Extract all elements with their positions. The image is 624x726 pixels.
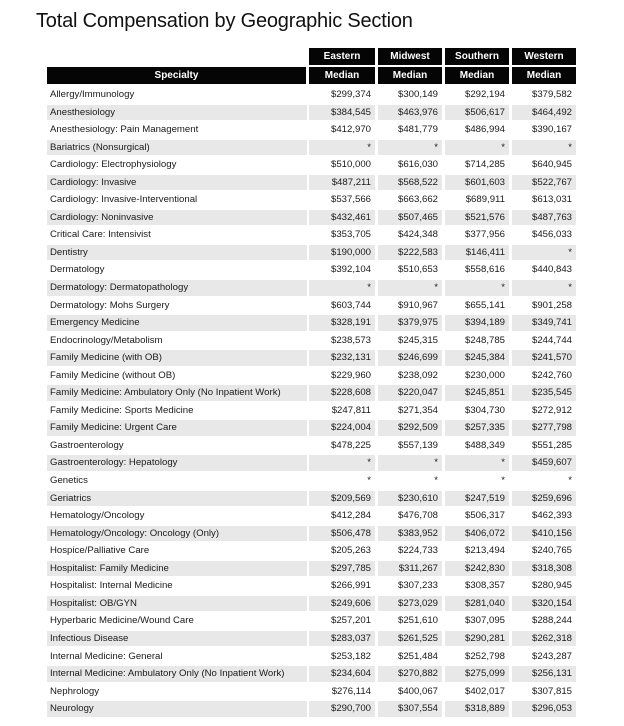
specialty-cell: Hyperbaric Medicine/Wound Care	[50, 615, 194, 627]
specialty-cell: Anesthesiology: Pain Management	[50, 124, 199, 136]
specialty-cell: Gastroenterology: Hepatology	[47, 455, 307, 471]
table-row	[44, 86, 584, 104]
specialty-cell: Emergency Medicine	[47, 315, 307, 331]
specialty-cell: Family Medicine (with OB)	[47, 350, 307, 366]
median-midwest-cell: $292,509	[378, 420, 442, 436]
specialty-cell: Hospitalist: OB/GYN	[47, 596, 307, 612]
specialty-cell: Cardiology: Invasive-Interventional	[50, 194, 198, 206]
median-western-cell: $410,156	[512, 526, 576, 542]
specialty-cell: Internal Medicine: Ambulatory Only (No Inpatient Work)	[47, 666, 307, 682]
median-western-cell: *	[512, 280, 576, 296]
median-eastern-cell: $603,744	[330, 299, 371, 311]
median-eastern-cell: $537,566	[330, 194, 371, 206]
median-southern-cell: $290,281	[445, 631, 509, 647]
region-header-western: Western	[512, 48, 576, 65]
table-row	[44, 156, 584, 174]
table-row	[44, 507, 584, 525]
median-midwest-cell: $463,976	[378, 105, 442, 121]
table-row	[44, 384, 584, 402]
median-western-cell: $440,843	[531, 264, 572, 276]
median-western-cell: $390,167	[531, 124, 572, 136]
median-midwest-cell: $557,139	[397, 439, 438, 451]
median-midwest-cell: $307,233	[397, 580, 438, 592]
median-midwest-cell: $261,525	[378, 631, 442, 647]
median-midwest-cell: $238,092	[397, 369, 438, 381]
median-eastern-cell: $290,700	[309, 701, 375, 717]
median-western-cell: $462,393	[531, 510, 572, 522]
median-midwest-cell: *	[378, 455, 442, 471]
median-southern-cell: $406,072	[445, 526, 509, 542]
median-western-cell: *	[512, 245, 576, 261]
specialty-cell: Family Medicine: Urgent Care	[47, 420, 307, 436]
table-row	[44, 121, 584, 139]
specialty-cell: Genetics	[50, 475, 88, 487]
specialty-cell: Bariatrics (Nonsurgical)	[47, 140, 307, 156]
table-row	[44, 648, 584, 666]
median-midwest-cell: $271,354	[397, 404, 438, 416]
median-eastern-cell: $209,569	[309, 491, 375, 507]
specialty-cell: Infectious Disease	[47, 631, 307, 647]
median-midwest-cell: *	[434, 475, 438, 487]
specialty-cell: Hematology/Oncology	[50, 510, 145, 522]
table-row	[44, 419, 584, 437]
median-western-cell: $318,308	[512, 561, 576, 577]
median-midwest-cell: *	[378, 140, 442, 156]
median-southern-cell: $486,994	[464, 124, 505, 136]
median-southern-cell: $308,357	[464, 580, 505, 592]
median-western-cell: $464,492	[512, 105, 576, 121]
median-southern-cell: $248,785	[464, 334, 505, 346]
region-header-southern: Southern	[445, 48, 509, 65]
median-midwest-cell: $307,554	[378, 701, 442, 717]
median-southern-cell: $689,911	[465, 194, 505, 206]
median-western-cell: $241,570	[512, 350, 576, 366]
median-midwest-cell: $481,779	[397, 124, 438, 136]
median-western-cell: *	[568, 475, 572, 487]
median-eastern-cell: $266,991	[330, 580, 371, 592]
table-row	[44, 700, 584, 718]
median-midwest-cell: $568,522	[378, 175, 442, 191]
median-eastern-cell: *	[367, 475, 371, 487]
median-western-cell: $244,744	[531, 334, 572, 346]
specialty-cell: Nephrology	[50, 685, 100, 697]
specialty-cell: Hospitalist: Family Medicine	[47, 561, 307, 577]
median-western-cell: $256,131	[512, 666, 576, 682]
table-row	[44, 279, 584, 297]
table-row	[44, 542, 584, 560]
median-western-cell: $456,033	[531, 229, 572, 241]
median-midwest-cell: $910,967	[397, 299, 438, 311]
table-row	[44, 367, 584, 385]
median-header-eastern: Median	[309, 67, 375, 84]
median-header-midwest: Median	[378, 67, 442, 84]
median-western-cell: $296,053	[512, 701, 576, 717]
median-southern-cell: $213,494	[464, 545, 505, 557]
specialty-cell: Geriatrics	[47, 491, 307, 507]
median-southern-cell: $230,000	[464, 369, 505, 381]
median-midwest-cell: $616,030	[397, 159, 438, 171]
median-southern-cell: $292,194	[464, 89, 505, 100]
median-midwest-cell: $222,583	[378, 245, 442, 261]
specialty-cell: Internal Medicine: General	[50, 650, 163, 662]
median-western-cell: $487,763	[512, 210, 576, 226]
table-row	[44, 612, 584, 630]
table-row	[44, 314, 584, 332]
median-western-cell: $277,798	[512, 420, 576, 436]
median-midwest-cell: $400,067	[397, 685, 438, 697]
median-eastern-cell: $297,785	[309, 561, 375, 577]
median-southern-cell: $521,576	[445, 210, 509, 226]
median-eastern-cell: $190,000	[309, 245, 375, 261]
median-midwest-cell: $220,047	[378, 385, 442, 401]
table-row	[44, 630, 584, 648]
table-row	[44, 665, 584, 683]
median-eastern-cell: $232,131	[309, 350, 375, 366]
median-midwest-cell: $251,484	[397, 650, 438, 662]
median-midwest-cell: $224,733	[397, 545, 438, 557]
median-eastern-cell: $510,000	[330, 159, 371, 171]
median-midwest-cell: $251,610	[397, 615, 438, 627]
table-row	[44, 174, 584, 192]
median-southern-cell: *	[445, 140, 509, 156]
specialty-header: Specialty	[47, 67, 306, 84]
median-midwest-cell: $300,149	[397, 89, 438, 100]
specialty-cell: Family Medicine: Ambulatory Only (No Inpatient Work)	[47, 385, 307, 401]
median-eastern-cell: $229,960	[330, 369, 371, 381]
compensation-table-body	[44, 86, 584, 718]
specialty-cell: Critical Care: Intensivist	[50, 229, 151, 241]
median-southern-cell: $304,730	[464, 404, 505, 416]
median-eastern-cell: $276,114	[331, 685, 371, 697]
median-western-cell: $262,318	[512, 631, 576, 647]
table-row	[44, 595, 584, 613]
median-midwest-cell: $245,315	[397, 334, 438, 346]
median-midwest-cell: $246,699	[378, 350, 442, 366]
median-southern-cell: $402,017	[464, 685, 505, 697]
median-eastern-cell: $478,225	[330, 439, 371, 451]
specialty-cell: Cardiology: Invasive	[47, 175, 307, 191]
table-row	[44, 560, 584, 578]
table-row	[44, 191, 584, 209]
median-eastern-cell: $392,104	[330, 264, 371, 276]
specialty-cell: Anesthesiology	[47, 105, 307, 121]
median-midwest-cell: $379,975	[378, 315, 442, 331]
median-western-cell: $349,741	[512, 315, 576, 331]
median-eastern-cell: $384,545	[309, 105, 375, 121]
specialty-cell: Dermatology: Dermatopathology	[47, 280, 307, 296]
median-header-southern: Median	[445, 67, 509, 84]
table-row	[44, 472, 584, 490]
specialty-cell: Gastroenterology	[50, 439, 124, 451]
median-eastern-cell: $506,478	[309, 526, 375, 542]
specialty-cell: Dermatology: Mohs Surgery	[50, 299, 170, 311]
table-row	[44, 454, 584, 472]
specialty-cell: Hospice/Palliative Care	[50, 545, 150, 557]
specialty-cell: Family Medicine (without OB)	[50, 369, 176, 381]
median-southern-cell: $242,830	[445, 561, 509, 577]
table-row	[44, 525, 584, 543]
specialty-cell: Allergy/Immunology	[50, 89, 135, 100]
median-midwest-cell: $230,610	[378, 491, 442, 507]
median-southern-cell: $318,889	[445, 701, 509, 717]
table-row	[44, 490, 584, 508]
median-eastern-cell: $253,182	[330, 650, 371, 662]
median-eastern-cell: *	[309, 280, 375, 296]
table-row	[44, 437, 584, 455]
median-midwest-cell: $510,653	[397, 264, 438, 276]
median-western-cell: $379,582	[531, 89, 572, 100]
median-western-cell: $280,945	[531, 580, 572, 592]
table-row	[44, 297, 584, 315]
median-eastern-cell: $224,004	[309, 420, 375, 436]
median-southern-cell: $394,189	[445, 315, 509, 331]
median-southern-cell: $146,411	[445, 245, 509, 261]
median-eastern-cell: $299,374	[330, 89, 371, 100]
median-eastern-cell: *	[309, 455, 375, 471]
specialty-cell: Cardiology: Noninvasive	[47, 210, 307, 226]
table-row	[44, 332, 584, 350]
median-southern-cell: *	[501, 475, 505, 487]
median-eastern-cell: $412,284	[330, 510, 371, 522]
median-midwest-cell: *	[378, 280, 442, 296]
median-western-cell: $259,696	[512, 491, 576, 507]
table-row	[44, 244, 584, 262]
median-southern-cell: $377,956	[464, 229, 505, 241]
median-southern-cell: $247,519	[445, 491, 509, 507]
specialty-cell: Dermatology	[50, 264, 105, 276]
table-row	[44, 104, 584, 122]
table-row	[44, 402, 584, 420]
median-western-cell: $640,945	[531, 159, 572, 171]
median-eastern-cell: $412,970	[330, 124, 371, 136]
region-header-eastern: Eastern	[309, 48, 375, 65]
median-western-cell: $320,154	[512, 596, 576, 612]
median-western-cell: $243,287	[531, 650, 572, 662]
table-row	[44, 226, 584, 244]
median-western-cell: $551,285	[531, 439, 572, 451]
median-southern-cell: $506,617	[445, 105, 509, 121]
specialty-cell: Neurology	[47, 701, 307, 717]
table-row	[44, 209, 584, 227]
median-southern-cell: *	[445, 280, 509, 296]
table-row	[44, 261, 584, 279]
median-eastern-cell: *	[309, 140, 375, 156]
specialty-cell: Dentistry	[47, 245, 307, 261]
median-western-cell: $613,031	[531, 194, 572, 206]
median-western-cell: $901,258	[531, 299, 572, 311]
median-eastern-cell: $238,573	[330, 334, 371, 346]
median-southern-cell: $655,141	[464, 299, 505, 311]
median-southern-cell: $245,851	[445, 385, 509, 401]
median-western-cell: *	[512, 140, 576, 156]
median-southern-cell: $488,349	[464, 439, 505, 451]
specialty-cell: Hospitalist: Internal Medicine	[50, 580, 173, 592]
median-midwest-cell: $476,708	[397, 510, 438, 522]
median-southern-cell: *	[445, 455, 509, 471]
median-midwest-cell: $663,662	[397, 194, 438, 206]
specialty-cell: Endocrinology/Metabolism	[50, 334, 163, 346]
median-southern-cell: $601,603	[445, 175, 509, 191]
median-eastern-cell: $234,604	[309, 666, 375, 682]
table-row	[44, 349, 584, 367]
median-eastern-cell: $257,201	[330, 615, 371, 627]
median-southern-cell: $245,384	[445, 350, 509, 366]
median-midwest-cell: $270,882	[378, 666, 442, 682]
median-eastern-cell: $353,705	[330, 229, 371, 241]
median-southern-cell: $275,099	[445, 666, 509, 682]
median-header-western: Median	[512, 67, 576, 84]
median-southern-cell: $506,317	[464, 510, 505, 522]
median-western-cell: $272,912	[531, 404, 572, 416]
median-eastern-cell: $249,606	[309, 596, 375, 612]
median-eastern-cell: $283,037	[309, 631, 375, 647]
median-midwest-cell: $311,267	[378, 561, 442, 577]
median-southern-cell: $257,335	[445, 420, 509, 436]
median-southern-cell: $307,095	[464, 615, 505, 627]
median-southern-cell: $281,040	[445, 596, 509, 612]
specialty-cell: Cardiology: Electrophysiology	[50, 159, 177, 171]
table-row	[44, 139, 584, 157]
median-eastern-cell: $205,263	[330, 545, 371, 557]
median-eastern-cell: $228,608	[309, 385, 375, 401]
median-western-cell: $235,545	[512, 385, 576, 401]
median-eastern-cell: $247,811	[331, 404, 371, 416]
specialty-cell: Hematology/Oncology: Oncology (Only)	[47, 526, 307, 542]
median-western-cell: $240,765	[531, 545, 572, 557]
median-southern-cell: $252,798	[464, 650, 505, 662]
region-header-midwest: Midwest	[378, 48, 442, 65]
specialty-cell: Family Medicine: Sports Medicine	[50, 404, 194, 416]
median-midwest-cell: $273,029	[378, 596, 442, 612]
page-title: Total Compensation by Geographic Section	[36, 10, 413, 32]
median-western-cell: $288,244	[531, 615, 572, 627]
table-row	[44, 577, 584, 595]
median-western-cell: $307,815	[531, 685, 572, 697]
median-western-cell: $522,767	[512, 175, 576, 191]
table-row	[44, 683, 584, 701]
median-eastern-cell: $432,461	[309, 210, 375, 226]
median-western-cell: $459,607	[512, 455, 576, 471]
median-eastern-cell: $328,191	[309, 315, 375, 331]
median-midwest-cell: $383,952	[378, 526, 442, 542]
median-eastern-cell: $487,211	[309, 175, 375, 191]
median-southern-cell: $558,616	[464, 264, 505, 276]
median-southern-cell: $714,285	[464, 159, 505, 171]
median-western-cell: $242,760	[531, 369, 572, 381]
median-midwest-cell: $507,465	[378, 210, 442, 226]
median-midwest-cell: $424,348	[397, 229, 438, 241]
